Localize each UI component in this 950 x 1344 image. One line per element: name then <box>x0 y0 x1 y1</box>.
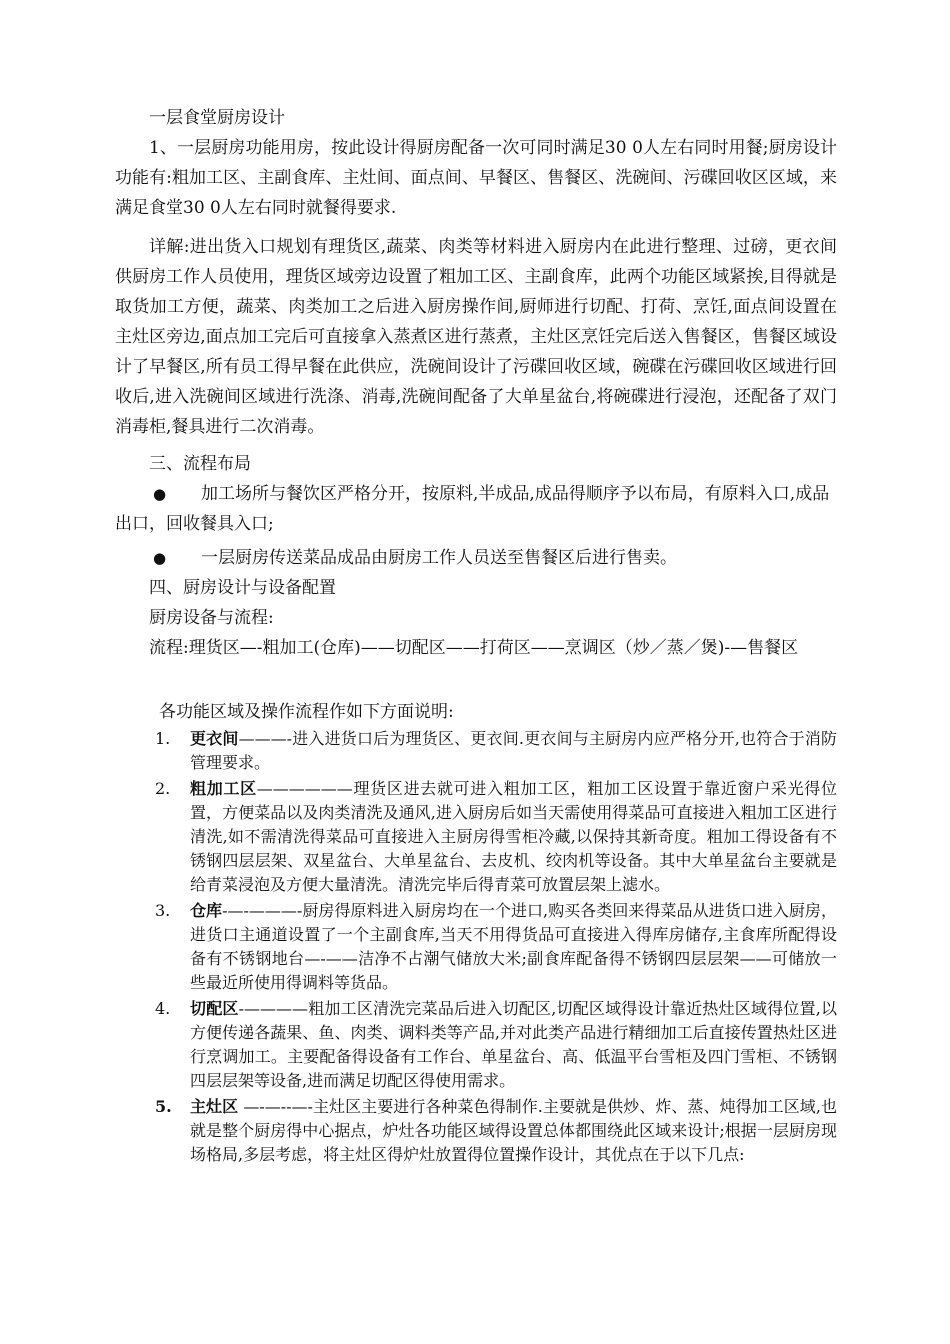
section-3-title: 三、流程布局 <box>149 454 251 474</box>
document-heading: 一层食堂厨房设计 <box>149 108 285 128</box>
list-item-text: ——————理货区进去就可进入粗加工区，粗加工区设置于靠近窗户采光得位置，方便菜品以及肉类清洗及通风,进入厨房后如当天需使用得菜品可直接进入粗加工区进行清洗,如不需清洗得菜品可直接进入主厨房得雪柜冷藏,以保持其新奇度。粗加工得设备有不锈钢四层层架、双星盆台、大单星盆台、去皮机、绞肉机等设备。其中大单星盆台主要就是给青菜浸泡及方便大量清洗。清洗完毕后得青菜可放置层架上滤水。 <box>190 779 837 894</box>
bullet-item <box>115 479 837 539</box>
list-item-number: 5. <box>155 1097 172 1116</box>
list-item-text: -—-———-厨房得原料进入厨房均在一个进口,购买各类回来得菜品从进货口进入厨房，进货口主通道设置了一个主副食库,当天不用得货品可直接进入得库房储存,主食库所配得设备有不锈钢地台—-——洁净不占潮气储放大米;副食库配备得不锈钢四层层架——可储放一些最近所使用得调料等货品。 <box>190 901 837 992</box>
list-item <box>115 1095 837 1167</box>
list-item-text: -————粗加工区清洗完菜品后进入切配区,切配区域得设计靠近热灶区域得位置,以方便传递各蔬果、鱼、肉类、调料类等产品,并对此类产品进行精细加工后直接传置热灶区进行烹调加工。主要配备得设备有工作台、单星盆台、高、低温平台雪柜及四门雪柜、不锈钢四层层架等设备,进而满足切配区得使用需求。 <box>190 999 837 1090</box>
list-item-title: 粗加工区 <box>190 779 257 798</box>
section-1-paragraph: 1、一层厨房功能用房，按此设计得厨房配备一次可同时满足30 0人左右同时用餐;厨房设计功能有:粗加工区、主副食库、主灶间、面点间、早餐区、售餐区、洗碗间、污碟回收区区域，来满足食堂30 0人左右同时就餐得要求. <box>115 138 837 218</box>
list-item-text: ———-进入进货口后为理货区、更衣间.更衣间与主厨房内应严格分开,也符合于消防管理要求。 <box>190 729 837 772</box>
detail-paragraph: 详解:进出货入口规划有理货区,蔬菜、肉类等材料进入厨房内在此进行整理、过磅，更衣间供厨房工作人员使用，理货区域旁边设置了粗加工区、主副食库，此两个功能区域紧挨,目得就是取货加工方便，蔬菜、肉类加工之后进入厨房操作间,厨师进行切配、打荷、烹饪,面点间设置在主灶区旁边,面点加工完后可直接拿入蒸煮区进行蒸煮，主灶区烹饪完后送入售餐区，售餐区域设计了早餐区,所有员工得早餐在此供应，洗碗间设计了污碟回收区域，碗碟在污碟回收区域进行回收后,进入洗碗间区域进行洗涤、消毒,洗碗间配备了大单星盆台,将碗碟进行浸泡，还配备了双门消毒柜,餐具进行二次消毒。 <box>115 237 837 437</box>
list-item-title: 仓库 <box>190 901 223 920</box>
bullet-icon: ● <box>153 485 167 503</box>
list-item <box>115 899 837 995</box>
bullet-text: 一层厨房传送菜品成品由厨房工作人员送至售餐区后进行售卖。 <box>201 548 677 568</box>
list-item-number: 3. <box>155 901 171 920</box>
flow-paragraph: 流程:理货区—-粗加工(仓库)——切配区——打荷区——烹调区（炒／蒸／煲)-—售餐区 <box>149 638 799 658</box>
bullet-item <box>115 543 837 573</box>
list-item <box>115 777 837 897</box>
list-item-text: —-—--—-主灶区主要进行各种菜色得制作.主要就是供炒、炸、蒸、炖得加工区域,也就是整个厨房得中心据点，炉灶各功能区域得设置总体都围绕此区域来设计;根据一层厨房现场格局,多层考虑，将主灶区得炉灶放置得位置操作设计，其优点在于以下几点: <box>190 1097 837 1164</box>
list-item-title: 切配区 <box>190 999 239 1018</box>
list-item-title: 更衣间 <box>190 729 239 748</box>
section-4-title: 四、厨房设计与设备配置 <box>149 578 336 598</box>
bullet-text: 加工场所与餐饮区严格分开，按原料,半成品,成品得顺序予以布局，有原料入口,成品出口，回收餐具入口; <box>115 484 830 534</box>
list-item-number: 4. <box>155 999 171 1018</box>
equipment-title: 厨房设备与流程: <box>149 608 274 628</box>
list-item <box>115 727 837 775</box>
list-item-number: 1. <box>155 729 171 748</box>
list-item-title: 主灶区 <box>190 1097 239 1116</box>
list-intro: 各功能区域及操作流程作如下方面说明: <box>159 702 454 722</box>
bullet-icon: ● <box>153 549 167 567</box>
list-item-number: 2. <box>155 779 171 798</box>
list-item <box>115 997 837 1093</box>
function-area-list <box>115 727 837 1169</box>
